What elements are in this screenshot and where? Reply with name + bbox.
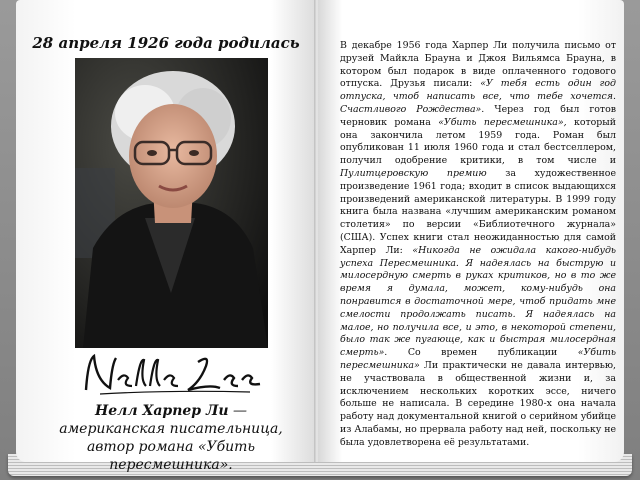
quote-2: «Убить пересмешника», <box>438 116 567 128</box>
open-book <box>2 0 638 476</box>
signature <box>80 350 270 398</box>
quote-5: «Убить пересмешника» <box>340 347 616 371</box>
caption-dash: — <box>228 403 247 419</box>
text-part-6: Ли практически не давала интервью, не участвовала в общественной жизни и, за исключением нескольких коротких эссе, ничего больше не написала. В середине 1980-х она начала работу над документальной книгой о серийном убийце из Алабамы, но прервала работу над ней, поскольку не была удовлетворена её результатами. <box>340 359 617 448</box>
caption <box>36 402 306 474</box>
left-page <box>16 0 316 473</box>
text-part-2: Через год был готов черновик романа <box>340 103 616 128</box>
quote-3: Пулитцеровскую премию <box>340 167 487 179</box>
text-part-3: который она закончила летом 1959 года. Роман был опубликован 11 июля 1960 года и стал бестселлером, получил одобрение критики, в том числе и <box>340 116 617 167</box>
portrait-image <box>75 58 268 348</box>
date-heading: 28 апреля 1926 года родилась <box>32 34 300 52</box>
caption-line-2: американская писательница, <box>59 421 283 437</box>
right-page <box>318 0 624 462</box>
quote-4: «Никогда не ожидала какого-нибудь успеха Пересмешника. Я надеялась на быструю и милосердную смерть в руках критиков, но в то же время я думала, может, кому-нибудь она понравится в достаточной мере, чтоб придать мне смелости продолжать писать. Я надеялась на малое, но получила все, и это, в некоторой степени, было так же пугающе, как и быстрая милосердная смерть». <box>340 244 616 359</box>
text-part-4: за художественное произведение 1961 года; входит в список выдающихся произведений американской литературы. В 1999 году книга была названа «лучшим американским романом столетия» по версии «Библиотечного журнала» (США). Успех книги стал неожиданностью для самой Харпер Ли: <box>340 167 616 256</box>
biography-text <box>340 40 616 450</box>
signature-image <box>80 350 270 398</box>
quote-1: «У тебя есть один год отпуска, чтоб написать все, что тебе хочется. Счастливого Рождества». <box>340 78 617 115</box>
text-part-5: Со времен публикации <box>387 347 578 359</box>
caption-line-3: автор романа «Убить пересмешника». <box>86 439 256 473</box>
caption-name: Нелл Харпер Ли <box>95 403 229 419</box>
text-part-1: В декабре 1956 года Харпер Ли получила письмо от друзей Майкла Брауна и Джоя Вильямса Брауна, в котором был подарок в виде оплаченного годового отпуска. Друзья писали: <box>340 40 616 90</box>
portrait-photo <box>75 58 268 348</box>
